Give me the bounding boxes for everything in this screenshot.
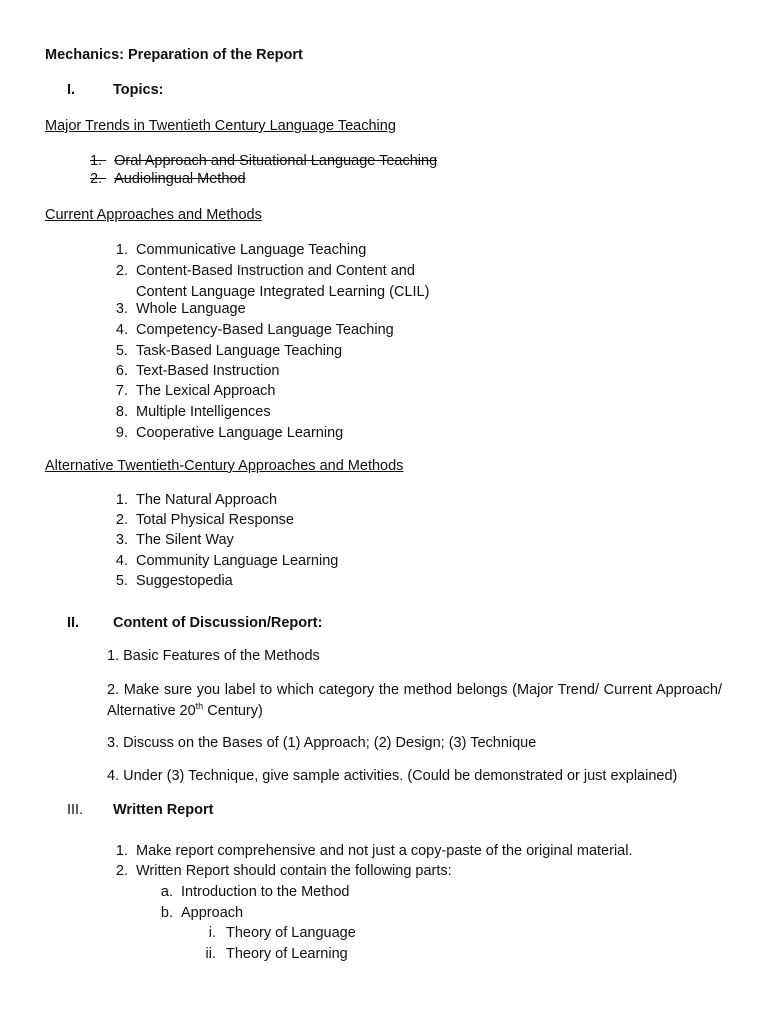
- sublist-item-number: b.: [160, 905, 173, 921]
- section-2-heading: Content of Discussion/Report:: [113, 615, 323, 631]
- list-item-number: 5.: [115, 573, 128, 589]
- subsublist-item-text: Theory of Language: [226, 925, 356, 941]
- list-item-text: The Lexical Approach: [136, 383, 276, 399]
- discussion-item: 3. Discuss on the Bases of (1) Approach; (2) Design; (3) Technique: [107, 735, 537, 751]
- list-item-text: Community Language Learning: [136, 553, 339, 569]
- page-title: Mechanics: Preparation of the Report: [45, 47, 303, 63]
- sublist-item-number: a.: [160, 884, 173, 900]
- discussion-item: [107, 680, 722, 722]
- discussion-item-text: 2. Make sure you label to which category the method belongs (Major Trend/ Current Approach/ Alternative 20: [107, 682, 722, 719]
- list-item-text: Total Physical Response: [136, 512, 294, 528]
- section-1-numeral: I.: [67, 82, 76, 98]
- list-item-text: Oral Approach and Situational Language Teaching: [114, 153, 438, 169]
- discussion-item: 4. Under (3) Technique, give sample activities. (Could be demonstrated or just explained): [107, 768, 678, 784]
- sublist-item-text: Introduction to the Method: [181, 884, 350, 900]
- list-item-text: Multiple Intelligences: [136, 404, 271, 420]
- section-3-numeral: III.: [67, 802, 84, 818]
- sublist-item-text: Approach: [181, 905, 244, 921]
- list-item-number: 6.: [115, 363, 128, 379]
- list-item-text: The Silent Way: [136, 532, 234, 548]
- list-item: [90, 171, 246, 187]
- list-item-text: The Natural Approach: [136, 492, 278, 508]
- subsublist-item-number: ii.: [205, 946, 216, 962]
- current-approaches-heading: Current Approaches and Methods: [45, 207, 262, 223]
- discussion-item: 1. Basic Features of the Methods: [107, 648, 320, 664]
- list-item-text: Content-Based Instruction and Content and: [136, 263, 415, 279]
- list-item-number: 2.: [115, 512, 128, 528]
- list-item-text-continued: Content Language Integrated Learning (CLIL): [136, 284, 430, 300]
- list-item-text: Communicative Language Teaching: [136, 242, 367, 258]
- list-item: [90, 153, 437, 169]
- subsublist-item-number: i.: [208, 925, 216, 941]
- alternative-approaches-heading: Alternative Twentieth-Century Approaches and Methods: [45, 458, 404, 474]
- list-item-text: Audiolingual Method: [114, 171, 246, 187]
- section-3-heading: Written Report: [113, 802, 214, 818]
- list-item-number: 8.: [115, 404, 128, 420]
- list-item-text: Whole Language: [136, 301, 246, 317]
- list-item-number: 1.: [115, 843, 128, 859]
- major-trends-heading: Major Trends in Twentieth Century Language Teaching: [45, 118, 396, 134]
- list-item-number: 4.: [115, 322, 128, 338]
- subsublist-item-text: Theory of Learning: [226, 946, 348, 962]
- superscript: th: [195, 701, 204, 712]
- list-item-text: Written Report should contain the following parts:: [136, 863, 452, 879]
- list-item-number: 4.: [115, 553, 128, 569]
- list-item-text: Text-Based Instruction: [136, 363, 280, 379]
- section-2-numeral: II.: [67, 615, 80, 631]
- list-item-number: 5.: [115, 343, 128, 359]
- list-item-text: Competency-Based Language Teaching: [136, 322, 394, 338]
- list-item-number: 1.: [115, 242, 128, 258]
- section-1-heading: Topics:: [113, 82, 164, 98]
- list-item-number: 3.: [115, 532, 128, 548]
- list-item-text: Make report comprehensive and not just a copy-paste of the original material.: [136, 843, 633, 859]
- list-item-text: Suggestopedia: [136, 573, 233, 589]
- list-item-text: Task-Based Language Teaching: [136, 343, 343, 359]
- discussion-item-text-end: Century): [203, 703, 263, 719]
- list-item-number: 1.: [90, 153, 103, 169]
- list-item-number: 3.: [115, 301, 128, 317]
- list-item-number: 2.: [90, 171, 103, 187]
- list-item-number: 2.: [115, 263, 128, 279]
- list-item-number: 1.: [115, 492, 128, 508]
- list-item-number: 9.: [115, 425, 128, 441]
- list-item-number: 2.: [115, 863, 128, 879]
- list-item-text: Cooperative Language Learning: [136, 425, 344, 441]
- list-item-number: 7.: [115, 383, 128, 399]
